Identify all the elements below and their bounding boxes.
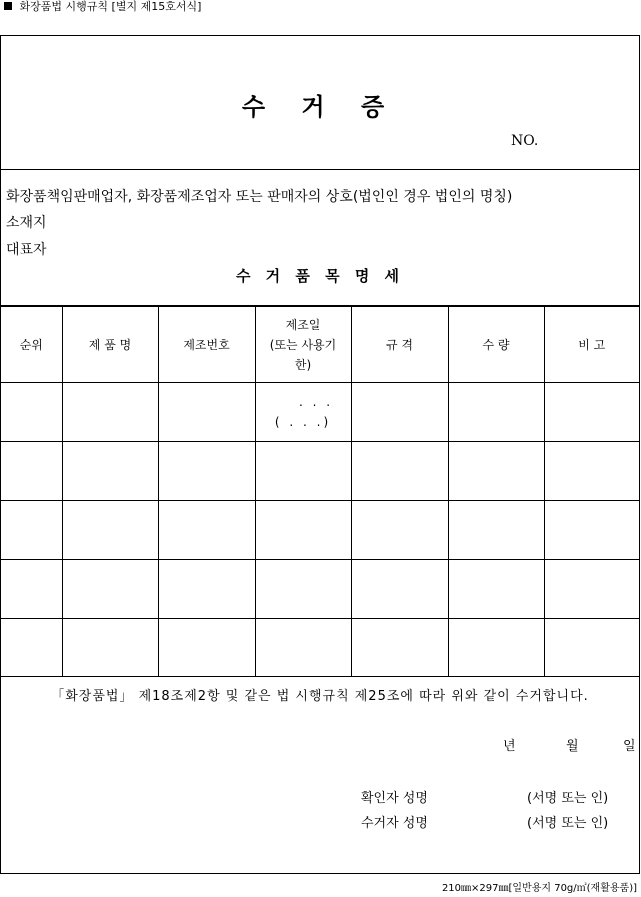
confirmer-name-label: 확인자 성명 <box>361 791 428 806</box>
cell-mfg-date[interactable] <box>255 619 351 677</box>
header-lot-number: 제조번호 <box>158 307 255 383</box>
cell-remarks[interactable] <box>544 501 639 560</box>
rule-name: 시행규칙 <box>65 0 109 13</box>
cell-mfg-date[interactable] <box>255 501 351 560</box>
title-section <box>1 36 639 170</box>
cell-quantity[interactable] <box>448 383 544 442</box>
table-row <box>1 560 639 619</box>
cell-lot-number[interactable] <box>158 560 255 619</box>
cell-mfg-date[interactable] <box>255 383 351 442</box>
date-placeholder-line2: ( . . .) <box>274 415 332 429</box>
cell-lot-number[interactable] <box>158 619 255 677</box>
cell-lot-number[interactable] <box>158 383 255 442</box>
cell-remarks[interactable] <box>544 442 639 501</box>
cell-seq[interactable] <box>1 560 62 619</box>
cell-seq[interactable] <box>1 442 62 501</box>
cell-spec[interactable] <box>351 442 448 501</box>
cell-product-name[interactable] <box>62 383 158 442</box>
cell-remarks[interactable] <box>544 560 639 619</box>
statement-section <box>1 678 639 875</box>
form-title: 수 거 증 <box>241 93 399 121</box>
header-mfg-date-line3: 한) <box>294 357 312 372</box>
square-bullet-icon <box>4 2 12 10</box>
serial-number-label: NO. <box>511 133 539 149</box>
cell-lot-number[interactable] <box>158 501 255 560</box>
collector-name-label: 수거자 성명 <box>361 816 428 831</box>
form-number: [별지 제15호서식] <box>111 0 202 13</box>
cell-product-name[interactable] <box>62 442 158 501</box>
cell-quantity[interactable] <box>448 501 544 560</box>
form-header <box>4 0 201 14</box>
header-mfg-date-line1: 제조일 <box>285 317 321 332</box>
header-remarks: 비 고 <box>544 307 639 383</box>
cell-product-name[interactable] <box>62 501 158 560</box>
month-label: 월 <box>566 739 579 754</box>
collected-items-table <box>1 306 639 677</box>
cell-spec[interactable] <box>351 501 448 560</box>
item-list-title: 수 거 품 목 명 세 <box>235 267 405 285</box>
cell-remarks[interactable] <box>544 619 639 677</box>
date-placeholder-line1: . . . <box>298 395 334 409</box>
header-quantity: 수 량 <box>448 307 544 383</box>
cell-quantity[interactable] <box>448 619 544 677</box>
table-row <box>1 501 639 560</box>
cell-lot-number[interactable] <box>158 442 255 501</box>
header-spec: 규 격 <box>351 307 448 383</box>
year-label: 년 <box>503 739 516 754</box>
table-row <box>1 442 639 501</box>
cell-remarks[interactable] <box>544 383 639 442</box>
confirmer-signature-field[interactable]: (서명 또는 인) <box>527 791 609 806</box>
header-seq: 순위 <box>1 307 62 383</box>
table-row <box>1 383 639 442</box>
day-label: 일 <box>623 739 636 754</box>
law-name: 화장품법 <box>19 0 63 13</box>
cell-mfg-date[interactable] <box>255 560 351 619</box>
business-info-section <box>1 170 639 306</box>
cell-product-name[interactable] <box>62 619 158 677</box>
table-row <box>1 619 639 677</box>
cell-seq[interactable] <box>1 501 62 560</box>
cell-quantity[interactable] <box>448 442 544 501</box>
cell-quantity[interactable] <box>448 560 544 619</box>
cell-seq[interactable] <box>1 619 62 677</box>
collection-receipt-form <box>0 35 640 874</box>
business-name-label: 화장품책임판매업자, 화장품제조업자 또는 판매자의 상호(법인인 경우 법인의 명칭) <box>6 189 513 205</box>
cell-spec[interactable] <box>351 560 448 619</box>
header-mfg-date-line2: (또는 사용기 <box>269 337 337 352</box>
header-product-name: 제 품 명 <box>62 307 158 383</box>
cell-seq[interactable] <box>1 383 62 442</box>
table-header-row <box>1 307 639 383</box>
cell-mfg-date[interactable] <box>255 442 351 501</box>
collector-signature-field[interactable]: (서명 또는 인) <box>527 816 609 831</box>
cell-product-name[interactable] <box>62 560 158 619</box>
header-mfg-date <box>255 307 351 383</box>
representative-label: 대표자 <box>6 242 47 258</box>
location-label: 소재지 <box>6 215 47 231</box>
collection-statement: 「화장품법」 제18조제2항 및 같은 법 시행규칙 제25조에 따라 위와 같이 수거합니다. <box>51 689 589 704</box>
cell-spec[interactable] <box>351 383 448 442</box>
cell-spec[interactable] <box>351 619 448 677</box>
paper-spec-footer: 210㎜×297㎜[일반용지 70g/㎡(재활용품)] <box>441 883 637 894</box>
